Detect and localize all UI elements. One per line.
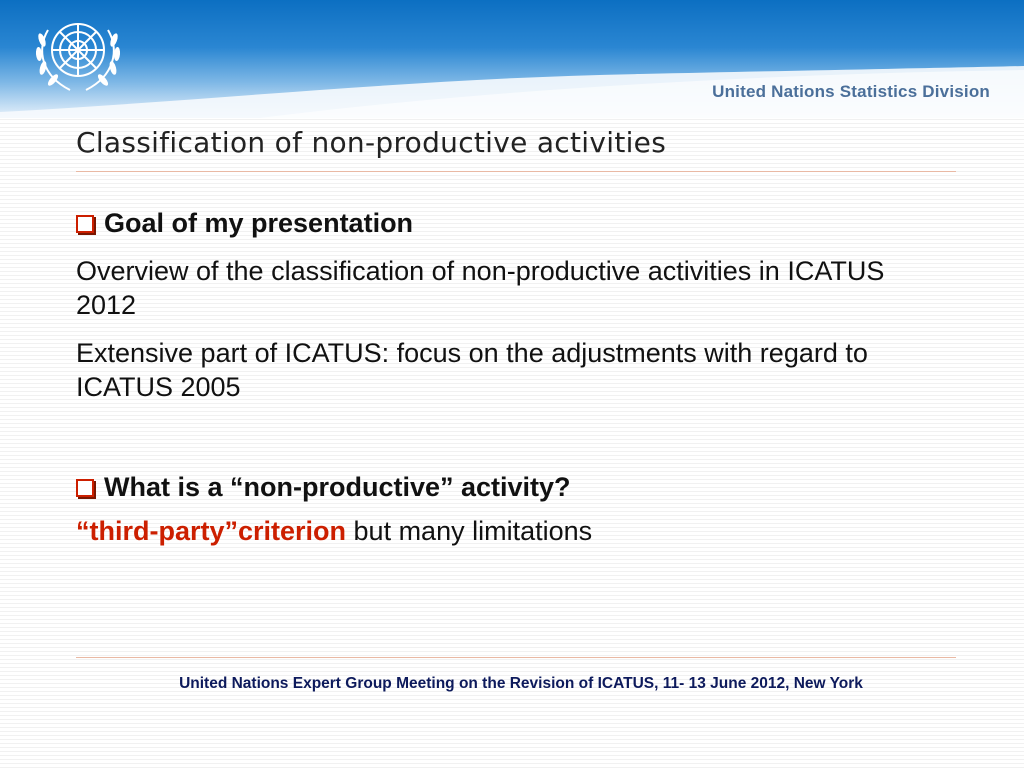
- slide-title: Classification of non-productive activities: [76, 126, 667, 159]
- checkbox-bullet-icon: [76, 479, 94, 497]
- organization-name: United Nations Statistics Division: [712, 82, 990, 101]
- criterion-highlight: “third-party”criterion: [76, 516, 347, 546]
- criterion-rest: but many limitations: [346, 516, 593, 546]
- section-heading-goal-text: Goal of my presentation: [104, 208, 414, 238]
- slide-content: [76, 202, 946, 548]
- paragraph-criterion: [76, 514, 946, 548]
- section-heading-definition-text: What is a “non-productive” activity?: [104, 472, 571, 502]
- header-banner: [0, 0, 1024, 118]
- un-emblem-icon: [26, 10, 130, 98]
- footer-divider: [76, 657, 956, 658]
- checkbox-bullet-icon: [76, 215, 94, 233]
- paragraph-extensive: Extensive part of ICATUS: focus on the adjustments with regard to ICATUS 2005: [76, 338, 868, 402]
- title-divider: [76, 171, 956, 172]
- section-heading-goal: [76, 202, 946, 244]
- section-heading-definition: [76, 466, 946, 508]
- footer-text: United Nations Expert Group Meeting on the Revision of ICATUS, 11- 13 June 2012, New York: [179, 675, 863, 692]
- paragraph-overview: Overview of the classification of non-productive activities in ICATUS 2012: [76, 256, 885, 320]
